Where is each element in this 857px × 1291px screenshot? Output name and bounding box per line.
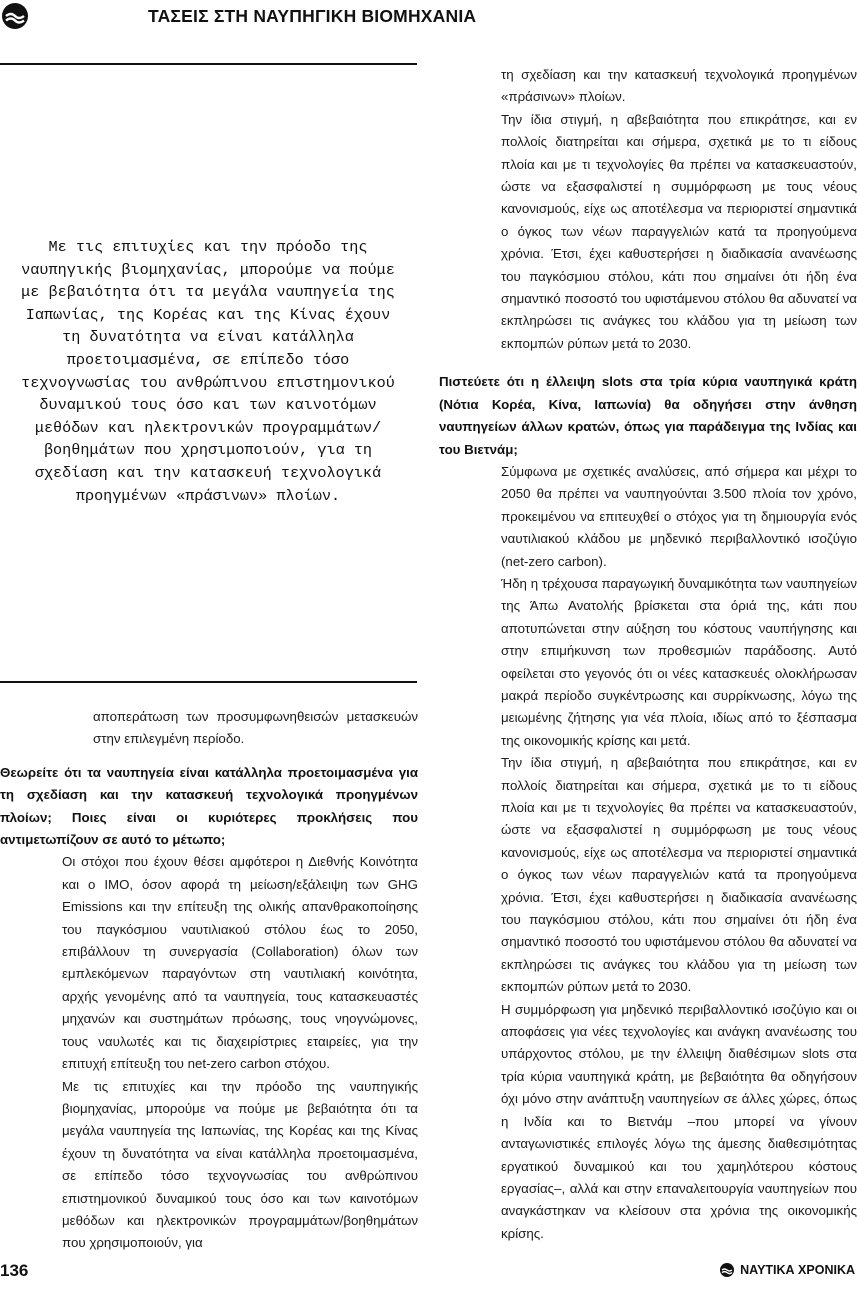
interview-question: Θεωρείτε ότι τα ναυπηγεία είναι κατάλληλα προετοιμασμένα για τη σχεδίαση και την κατασκευή τεχνολογικά προηγμένων πλοίων; Ποιες είναι οι κυριότερες προκλήσεις που αντιμετωπίζουν σε αυτό το μέτωπο; bbox=[0, 764, 418, 848]
section-title: ΤΑΣΕΙΣ ΣΤΗ ΝΑΥΠΗΓΙΚΗ ΒΙΟΜΗΧΑΝΙΑ bbox=[148, 6, 477, 26]
interview-question: Πιστεύετε ότι η έλλειψη slots στα τρία κύρια ναυπηγικά κράτη (Νότια Κορέα, Κίνα, Ιαπωνία) θα οδηγήσει στην άνθηση ναυπηγείων άλλων κρατών, όπως για παράδειγμα της Ινδίας και του Βιετνάμ; bbox=[439, 374, 857, 457]
brand-name: ΝΑΥΤΙΚΑ ΧΡΟΝΙΚΑ bbox=[740, 1263, 855, 1277]
page-number: 136 bbox=[0, 1261, 29, 1280]
footer-brand bbox=[720, 1263, 855, 1277]
answer-paragraph: Οι στόχοι που έχουν θέσει αμφότεροι η Διεθνής Κοινότητα και ο IMO, όσον αφορά τη μείωση/εξάλειψη των GHG Emissions και την επίτευξη της ολικής απανθρακοποίησης του παγκόσμιου ναυτιλιακού στόλου έως το 2050, επιβάλλουν τη συνεργασία (Collaboration) όλων των εμπλεκόμενων παραγόντων στη ναυτιλιακή κοινότητα, αρχής γενομένης από τα ναυπηγεία, τους κατασκευαστές μηχανών και συστημάτων πρόωσης, τους νηογνώμονες, τους ναυλωτές και τις διαχειρίστριες εταιρείες, για την επιτυχή επίτευξη του net-zero carbon στόχου. bbox=[62, 854, 418, 1072]
carryover-paragraph: τη σχεδίαση και την κατασκευή τεχνολογικά προηγμένων «πράσινων» πλοίων. bbox=[501, 67, 857, 105]
magazine-logo-icon bbox=[2, 3, 28, 29]
pull-quote-bottom-rule bbox=[0, 681, 417, 683]
right-column bbox=[439, 64, 857, 1245]
answer-paragraph: Ήδη η τρέχουσα παραγωγική δυναμικότητα των ναυπηγείων της Άπω Ανατολής βρίσκεται στα όριά της, κάτι που αποτυπώνεται στην αύξηση του κόστους ναυπήγησης και στην επιμήκυνση των προθεσμιών παράδοσης. Αυτό οφείλεται στο γεγονός ότι οι νέες κατασκευές ολοκλήρωσαν μακρά περίοδο συγκέντρωσης και συρρίκνωσης, λόγω της μειωμένης ζήτησης για νέα πλοία, ιδίως από το ξέσπασμα της οικονομικής κρίσης και μετά. bbox=[501, 575, 857, 748]
answer-paragraph: Την ίδια στιγμή, η αβεβαιότητα που επικράτησε, και εν πολλοίς διατηρείται και σήμερα, σχετικά με το τι είδους πλοία και με τι τεχνολογίες θα πρέπει να κατασκευαστούν, ώστε να εξασφαλιστεί η συμμόρφωση με τους νέους κανονισμούς, είχε ως αποτέλεσμα να περιοριστεί σημαντικά ο όγκος των νέων παραγγελιών κατά τα προηγούμενα χρόνια. Έτσι, έχει καθυστερήσει η διαδικασία ανανέωσης του παγκόσμιου στόλου, κάτι που σημαίνει ότι ήδη ένα σημαντικό ποσοστό του υφιστάμενου στόλου θα αδυνατεί να εκπληρώσει τις ανάγκες του κλάδου για τη μείωση των εκπομπών ρύπων μετά το 2030. bbox=[501, 755, 857, 995]
pull-quote-top-rule bbox=[0, 63, 417, 65]
answer-paragraph: Σύμφωνα με σχετικές αναλύσεις, από σήμερα και μέχρι το 2050 θα πρέπει να ναυπηγούνται 3.500 πλοία τον χρόνο, προκειμένου να επιτευχθεί ο στόχος για τη δημιουργία ενός ναυτιλιακού κλάδου με μηδενικό περιβαλλοντικό ισοζύγιο (net-zero carbon). bbox=[501, 463, 857, 569]
pull-quote: Με τις επιτυχίες και την πρόοδο της ναυπηγικής βιομηχανίας, μπορούμε να πούμε με βεβαιότητα ότι τα μεγάλα ναυπηγεία της Ιαπωνίας, της Κορέας και της Κίνας έχουν τη δυνατότητα να είναι κατάλληλα προετοιμασμένα, σε επίπεδο τόσο τεχνογνωσίας του ανθρώπινου επιστημονικού δυναμικού τους όσο και των καινοτόμων μεθόδων και ηλεκτρονικών προγραμμάτων/ βοηθημάτων που χρησιμοποιούν, για τη σχεδίαση και την κατασκευή τεχνολογικά προηγμένων «πράσινων» πλοίων. bbox=[21, 238, 395, 505]
answer-paragraph: Με τις επιτυχίες και την πρόοδο της ναυπηγικής βιομηχανίας, μπορούμε να πούμε με βεβαιότητα ότι τα μεγάλα ναυπηγεία της Ιαπωνίας, της Κορέας και της Κίνας έχουν τη δυνατότητα να είναι κατάλληλα προετοιμασμένα, σε επίπεδο τόσο τεχνογνωσίας του ανθρώπινου επιστημονικού δυναμικού τους όσο και των καινοτόμων μεθόδων και ηλεκτρονικών προγραμμάτων/βοηθημάτων που χρησιμοποιούν, για bbox=[62, 1078, 418, 1251]
brand-logo-icon bbox=[720, 1263, 734, 1277]
answer-paragraph: Η συμμόρφωση για μηδενικό περιβαλλοντικό ισοζύγιο και οι αποφάσεις για νέες τεχνολογίες και ανάγκη ανανέωσης του υπάρχοντος στόλου, με την έλλειψη διαθέσιμων slots στα τρία κύρια ναυπηγικά κράτη, με βεβαιότητα θα οδηγήσουν όχι μόνο στην ανάπτυξη ναυπηγείων σε άλλες χώρες, όπως η Ινδία και το Βιετνάμ –που μπορεί να γίνουν ανταγωνιστικές επιλογές λόγω της άμεσης διαθεσιμότητας εργατικού δυναμικού και του χαμηλότερου κόστους εργασίας–, αλλά και στην επαναλειτουργία ναυπηγείων που αναγκάστηκαν να κλείσουν στα χρόνια της οικονομικής κρίσης. bbox=[501, 1001, 857, 1241]
left-column bbox=[0, 706, 418, 1255]
answer-paragraph: Την ίδια στιγμή, η αβεβαιότητα που επικράτησε, και εν πολλοίς διατηρείται και σήμερα, σχετικά με το τι είδους πλοία και με τι τεχνολογίες θα πρέπει να κατασκευαστούν, ώστε να εξασφαλιστεί η συμμόρφωση με τους νέους κανονισμούς, είχε ως αποτέλεσμα να περιοριστεί σημαντικά ο όγκος των νέων παραγγελιών κατά τα προηγούμενα χρόνια. Έτσι, έχει καθυστερήσει η διαδικασία ανανέωσης του παγκόσμιου στόλου, κάτι που σημαίνει ότι ήδη ένα σημαντικό ποσοστό του υφιστάμενου στόλου θα αδυνατεί να εκπληρώσει τις ανάγκες του κλάδου για τη μείωση των εκπομπών ρύπων μετά το 2030. bbox=[501, 111, 857, 351]
carryover-paragraph: αποπεράτωση των προσυμφωνηθεισών μετασκευών στην επιλεγμένη περίοδο. bbox=[93, 709, 418, 747]
